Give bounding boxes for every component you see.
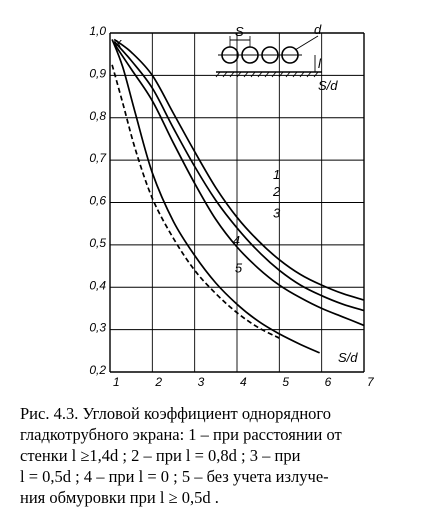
x-tick-label: 2 <box>155 375 163 389</box>
y-tick-label: 1,0 <box>89 24 106 38</box>
y-tick-label: 0,7 <box>89 151 106 166</box>
x-tick-label: 6 <box>324 375 332 389</box>
distance-label: l <box>318 56 321 71</box>
y-tick-label: 0,4 <box>89 278 106 293</box>
y-tick-label: 0,6 <box>89 193 106 208</box>
x-tick-label: 4 <box>240 375 247 389</box>
y-tick-label: 0,8 <box>89 108 106 123</box>
pitch-label: S <box>235 24 244 39</box>
series-line-5 <box>112 65 279 338</box>
y-tick-label: 0,3 <box>89 320 106 335</box>
caption-line-3: стенки l ≥1,4d ; 2 – при l = 0,8d ; 3 – при <box>20 446 301 465</box>
series-label-5: 5 <box>234 260 243 276</box>
y-tick-label: 0,2 <box>89 363 106 377</box>
diameter-label: d <box>314 22 322 37</box>
y-axis-label: x <box>115 35 122 50</box>
series-label-4: 4 <box>232 232 241 248</box>
x-tick-label: 5 <box>282 375 290 389</box>
tube-wall-schematic <box>216 36 322 77</box>
x-tick-label: 7 <box>367 375 374 389</box>
caption-line-4: l = 0,5d ; 4 – при l = 0 ; 5 – без учета излуче- <box>20 467 329 486</box>
x-tick-label: 1 <box>113 375 120 389</box>
series-label-1: 1 <box>272 167 281 183</box>
y-tick-labels <box>89 24 107 377</box>
x-tick-labels <box>113 375 375 389</box>
x-axis-label: S/d <box>338 350 358 365</box>
caption-line-2: гладкотрубного экрана: 1 – при расстоянии от <box>20 425 342 444</box>
figure-caption <box>20 403 412 508</box>
ratio-label: S/d <box>318 78 338 93</box>
series-label-3: 3 <box>272 205 281 221</box>
y-tick-label: 0,5 <box>89 235 106 250</box>
caption-line-5: ния обмуровки при l ≥ 0,5d . <box>20 488 219 507</box>
series-label-2: 2 <box>272 184 281 200</box>
caption-line-1: Рис. 4.3. Угловой коэффициент однорядного <box>20 404 332 423</box>
y-tick-label: 0,9 <box>89 66 106 81</box>
x-tick-label: 3 <box>197 375 205 389</box>
diameter-leader <box>295 36 318 50</box>
